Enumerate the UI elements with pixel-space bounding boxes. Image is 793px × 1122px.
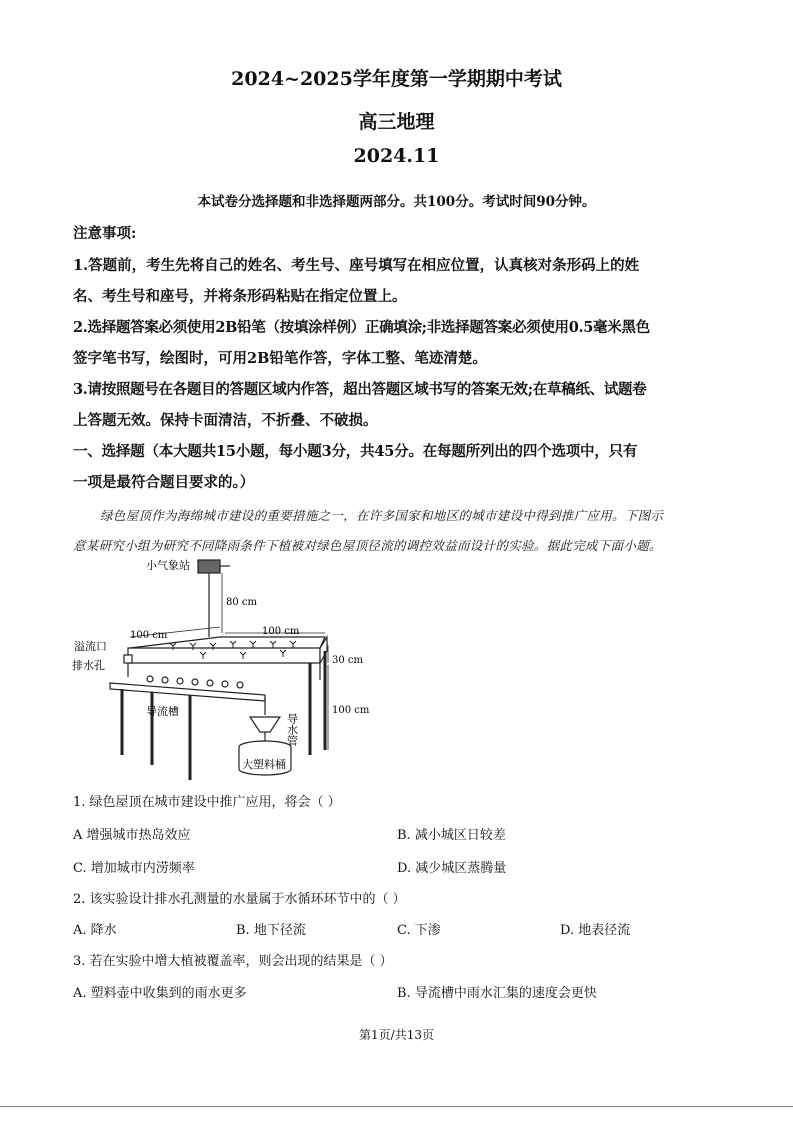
q2-option-b: B. 地下径流 — [236, 923, 306, 938]
roof-box-front — [128, 648, 320, 663]
q3-option-a: A. 塑料壶中收集到的雨水更多 — [73, 986, 247, 1001]
subject-title: 高三地理 — [358, 111, 435, 133]
q3-stem: 3. 若在实验中增大植被覆盖率，则会出现的结果是（ ） — [73, 954, 393, 969]
note-1-line-1: 1.答题前，考生先将自己的姓名、考生号、座号填写在相应位置，认真核对条形码上的姓 — [73, 257, 640, 274]
funnel — [250, 717, 280, 732]
note-1-line-2: 名、考生号和座号，并将条形码粘贴在指定位置上。 — [73, 288, 407, 305]
q2-option-d: D. 地表径流 — [560, 923, 631, 938]
q1-option-d: D. 减少城区蒸腾量 — [397, 861, 507, 876]
intro-line-1: 绿色屋顶作为海绵城市建设的重要措施之一，在许多国家和地区的城市建设中得到推广应用。下图示 — [100, 508, 664, 523]
q2-stem: 2. 该实验设计排水孔测量的水量属于水循环环节中的（ ） — [73, 892, 406, 907]
page-number: 第1页/共13页 — [359, 1028, 434, 1042]
label-width-left: 100 cm — [130, 630, 168, 641]
q2-option-c: C. 下渗 — [397, 923, 441, 938]
exam-info: 本试卷分选择题和非选择题两部分。共100分。考试时间90分钟。 — [197, 194, 596, 210]
green-roof-experiment-figure — [70, 555, 370, 785]
label-depth-30: 30 cm — [332, 655, 363, 666]
intro-line-2: 意某研究小组为研究不同降雨条件下植被对绿色屋顶径流的调控效益而设计的实验。据此完成下面小题。 — [73, 538, 662, 553]
q1-option-b: B. 减小城区日较差 — [397, 828, 506, 843]
q1-option-a: A 增强城市热岛效应 — [73, 828, 191, 843]
label-height-80: 80 cm — [226, 597, 257, 608]
section-heading-line-2: 一项是最符合题目要求的。） — [73, 474, 255, 491]
q3-option-b: B. 导流槽中雨水汇集的速度会更快 — [397, 986, 597, 1001]
label-bucket: 大塑料桶 — [242, 758, 286, 771]
label-overflow: 溢流口 — [74, 640, 107, 653]
notes-heading: 注意事项: — [73, 225, 137, 242]
label-weather-station: 小气象站 — [146, 559, 190, 572]
note-3-line-1: 3.请按照题号在各题目的答题区域内作答，超出答题区域书写的答案无效;在草稿纸、试题卷 — [73, 381, 647, 398]
label-width-right: 100 cm — [262, 626, 300, 637]
label-drain-hole: 排水孔 — [72, 659, 105, 672]
label-trough: 导流槽 — [146, 705, 179, 718]
label-height-100: 100 cm — [332, 705, 370, 716]
note-2-line-2: 签字笔书写，绘图时，可用2B铅笔作答，字体工整、笔迹清楚。 — [73, 350, 487, 367]
bottom-divider — [0, 1106, 793, 1107]
note-2-line-1: 2.选择题答案必须使用2B铅笔（按填涂样例）正确填涂;非选择题答案必须使用0.5毫米黑色 — [73, 319, 650, 336]
label-pipe: 导水管 — [285, 713, 299, 746]
weather-station-box — [198, 560, 220, 573]
exam-date: 2024.11 — [353, 145, 440, 167]
exam-title: 2024~2025学年度第一学期期中考试 — [231, 68, 562, 90]
q2-option-a: A. 降水 — [73, 923, 117, 938]
note-3-line-2: 上答题无效。保持卡面清洁，不折叠、不破损。 — [73, 412, 378, 429]
section-heading-line-1: 一、选择题（本大题共15小题，每小题3分，共45分。在每题所列出的四个选项中，只有 — [73, 443, 638, 460]
q1-stem: 1. 绿色屋顶在城市建设中推广应用，将会（ ） — [73, 795, 341, 810]
q1-option-c: C. 增加城市内涝频率 — [73, 861, 195, 876]
